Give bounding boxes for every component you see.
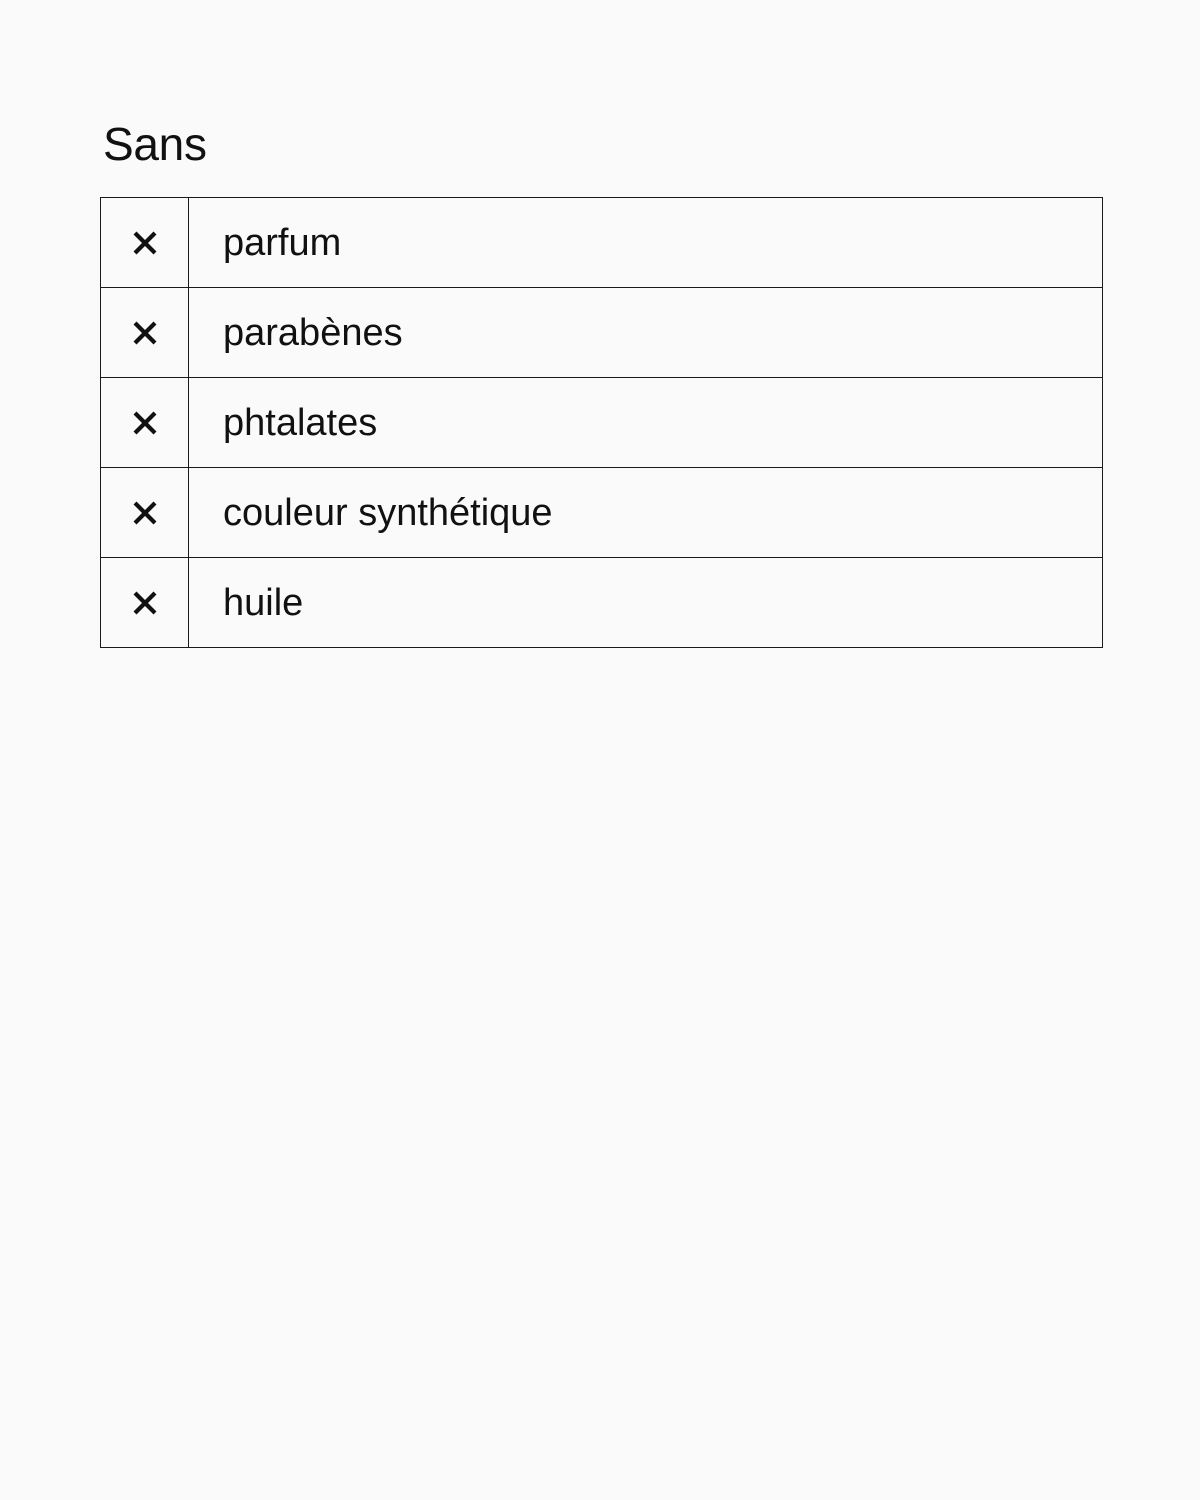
- item-label: huile: [189, 558, 1103, 648]
- table-row: [101, 468, 1103, 558]
- table-row: [101, 378, 1103, 468]
- exclusion-list-table: [100, 197, 1103, 648]
- page-title: Sans: [103, 118, 207, 170]
- table-row: [101, 288, 1103, 378]
- close-icon: [132, 410, 158, 436]
- close-icon: [132, 590, 158, 616]
- close-icon: [132, 500, 158, 526]
- close-icon: [132, 320, 158, 346]
- item-label: parabènes: [189, 288, 1103, 378]
- icon-cell: [101, 198, 189, 288]
- icon-cell: [101, 288, 189, 378]
- table-row: [101, 558, 1103, 648]
- item-label: couleur synthétique: [189, 468, 1103, 558]
- item-label: parfum: [189, 198, 1103, 288]
- close-icon: [132, 230, 158, 256]
- icon-cell: [101, 378, 189, 468]
- table-row: [101, 198, 1103, 288]
- item-label: phtalates: [189, 378, 1103, 468]
- icon-cell: [101, 468, 189, 558]
- icon-cell: [101, 558, 189, 648]
